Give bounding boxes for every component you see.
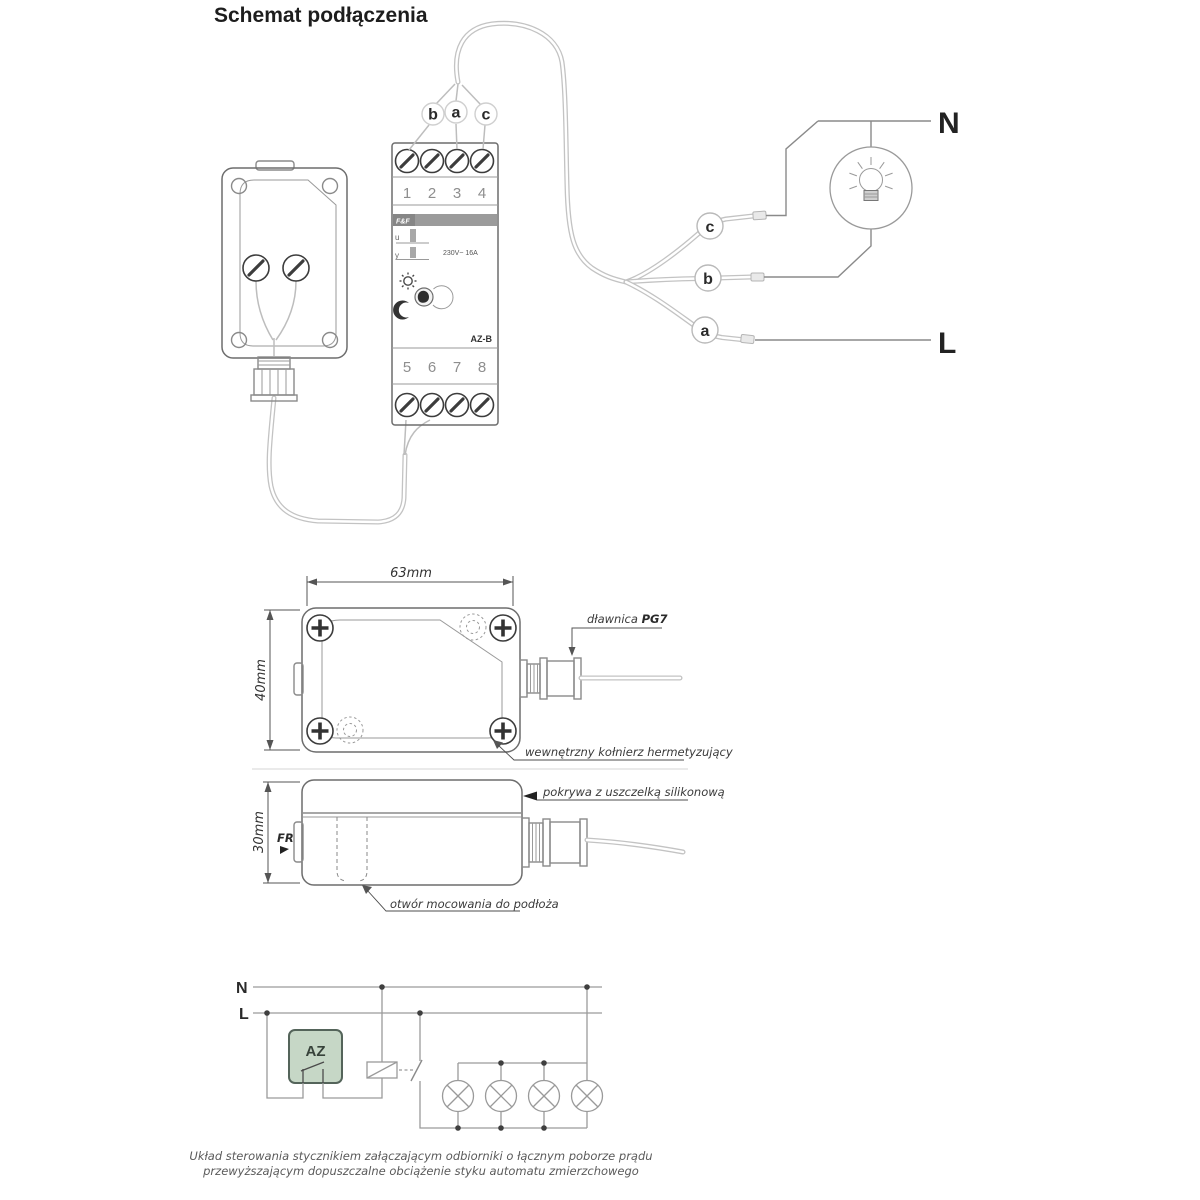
moon-icon bbox=[393, 300, 409, 319]
module-model: AZ-B bbox=[470, 334, 492, 344]
az-b-module bbox=[392, 143, 498, 425]
terminal-6: 6 bbox=[427, 359, 437, 376]
sun-icon bbox=[400, 273, 417, 290]
terminal-2: 2 bbox=[427, 185, 437, 202]
label-a-wire: a bbox=[700, 323, 710, 340]
sensor-terminal-screw bbox=[283, 255, 309, 281]
symbol-photo: y bbox=[395, 251, 399, 260]
light-sensor-box bbox=[222, 161, 347, 401]
wire-ferrule bbox=[741, 334, 755, 343]
dim-width-label: 63mm bbox=[390, 566, 432, 581]
wire-a bbox=[626, 282, 931, 344]
dim-depth-label: 30mm bbox=[252, 811, 267, 853]
module-bottom-screws bbox=[396, 394, 494, 417]
label-phase: L bbox=[938, 327, 957, 360]
terminal-5: 5 bbox=[402, 359, 412, 376]
cover-label: pokrywa z uszczelką silikonową bbox=[543, 785, 725, 799]
callout-gland bbox=[569, 612, 668, 656]
ff-logo: F&F bbox=[396, 218, 410, 226]
callout-hole bbox=[362, 885, 559, 911]
dim-height-label: 40mm bbox=[254, 659, 269, 701]
label-c-wire: c bbox=[705, 219, 715, 236]
dimension-side-view bbox=[252, 780, 725, 911]
hole-label: otwór mocowania do podłoża bbox=[390, 897, 559, 911]
fr-label: FR bbox=[277, 831, 294, 845]
module-terminal-numbers-bottom bbox=[403, 359, 486, 376]
collar-label: wewnętrzny kołnierz hermetyzujący bbox=[525, 745, 733, 759]
terminal-7: 7 bbox=[452, 359, 462, 376]
dimension-top-view bbox=[254, 566, 733, 760]
gland-label: dławnica PG7 bbox=[587, 612, 668, 626]
dim-height bbox=[254, 610, 300, 750]
module-top-screws bbox=[396, 150, 494, 173]
label-b-top: b bbox=[428, 106, 438, 124]
module-face bbox=[393, 229, 492, 344]
lamp-symbol bbox=[830, 147, 912, 229]
module-terminal-numbers-top bbox=[403, 185, 486, 202]
phillips-screw bbox=[307, 718, 333, 744]
terminal-1: 1 bbox=[402, 185, 412, 202]
label-a-top: a bbox=[451, 104, 461, 122]
sensor-cable-gland bbox=[251, 357, 297, 401]
circuit-phase-label: L bbox=[239, 1006, 249, 1023]
callout-collar bbox=[493, 740, 733, 760]
circuit-caption-line1: Układ sterowania stycznikiem załączającym odbiorniki o łącznym poborze prądu bbox=[189, 1149, 653, 1163]
circuit-neutral-label: N bbox=[236, 980, 248, 997]
gland-top-view bbox=[520, 658, 680, 699]
label-c-top: c bbox=[481, 106, 491, 124]
wire-b bbox=[626, 229, 871, 282]
lamp-loads bbox=[443, 1081, 603, 1112]
phillips-screw bbox=[490, 615, 516, 641]
symbol-u: u bbox=[395, 233, 400, 242]
page-title: Schemat podłączenia bbox=[214, 4, 428, 27]
phillips-screw bbox=[307, 615, 333, 641]
lamp-rays bbox=[849, 157, 892, 189]
phillips-screw bbox=[490, 718, 516, 744]
terminal-4: 4 bbox=[477, 185, 487, 202]
terminal-8: 8 bbox=[477, 359, 487, 376]
wiring-diagram bbox=[222, 23, 960, 522]
label-b-wire: b bbox=[703, 271, 713, 288]
module-wire-labels bbox=[409, 84, 497, 150]
label-neutral: N bbox=[938, 107, 960, 140]
module-rating: 230V~ 16A bbox=[443, 250, 478, 257]
control-circuit bbox=[189, 980, 652, 1178]
wire-c bbox=[626, 121, 818, 282]
callout-cover bbox=[523, 785, 725, 801]
threshold-knob bbox=[415, 286, 453, 309]
sensor-terminal-screw bbox=[243, 255, 269, 281]
circuit-caption-line2: przewyższającym dopuszczalne obciążenie styku automatu zmierzchowego bbox=[203, 1164, 639, 1178]
wire-ferrule bbox=[753, 211, 767, 220]
gland-side-view bbox=[522, 818, 683, 867]
fr-marker bbox=[277, 831, 294, 854]
contactor-coil bbox=[367, 1060, 422, 1081]
az-device bbox=[289, 1030, 342, 1083]
terminal-3: 3 bbox=[452, 185, 462, 202]
wire-ferrule bbox=[751, 273, 764, 281]
az-label: AZ bbox=[305, 1043, 326, 1060]
supply-lines bbox=[818, 107, 960, 360]
dim-width bbox=[307, 566, 513, 606]
